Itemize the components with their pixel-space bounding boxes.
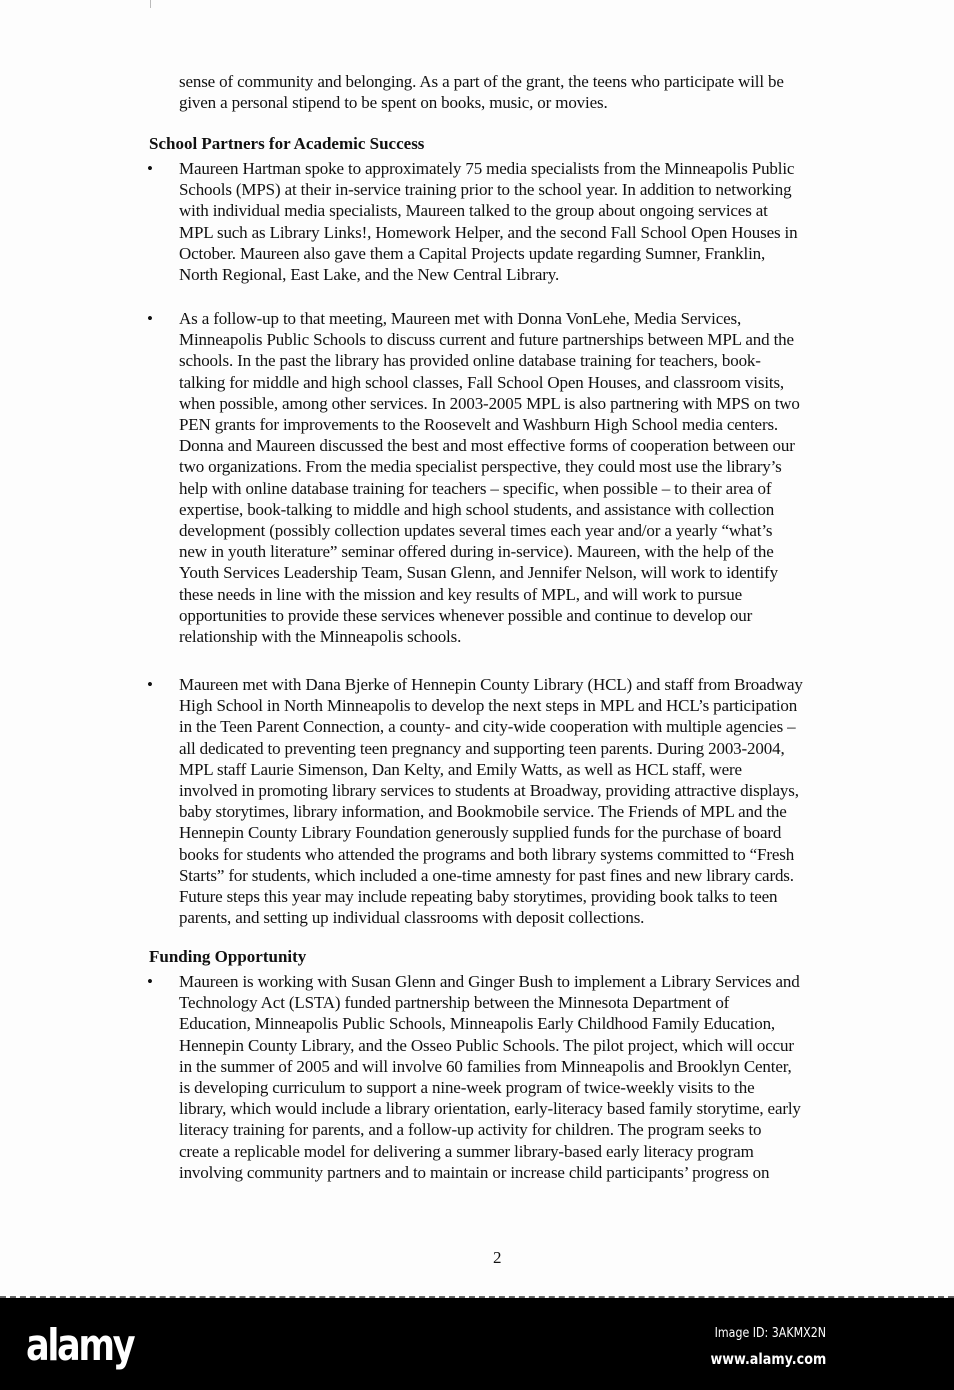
- bullet-line: is developing curriculum to support a nine-week program of twice-weekly visits to the: [179, 1078, 755, 1097]
- bullet-line: Hennepin County Library, and the Osseo Public Schools. The pilot project, which will occur: [179, 1035, 794, 1055]
- bullet-line: when possible, among other services. In 2003-2005 MPL is also partnering with MPS on two: [179, 393, 800, 413]
- bullet-line: parents, and setting up individual classrooms with deposit collections.: [179, 908, 645, 928]
- bullet-icon: •: [147, 309, 153, 328]
- bullet-line: Youth Services Leadership Team, Susan Glenn, and Jennifer Nelson, will work to identify: [179, 563, 778, 583]
- section-heading: School Partners for Academic Success: [149, 134, 425, 153]
- bullet-line: library, which would include a library orientation, early-literacy based family storytime, early: [179, 1099, 801, 1119]
- paragraph-line: given a personal stipend to be spent on books, music, or movies.: [179, 93, 608, 113]
- bullet-line: talking for middle and high school classes, Fall School Open Houses, and classroom visits,: [179, 372, 785, 392]
- bullet-line: in the Teen Parent Connection, a county- and city-wide cooperation with multiple agencies –: [179, 717, 796, 737]
- bullet-line: Minneapolis Public Schools to discuss current and future partnerships between MPL and the: [179, 330, 794, 350]
- bullet-line: with individual media specialists, Maureen talked to the group about ongoing services at: [179, 201, 768, 221]
- bullet-line: in the summer of 2005 and will involve 60 families from Minneapolis and Brooklyn Center,: [179, 1056, 792, 1076]
- bullet-line: new in youth literature” seminar offered during in-service). Maureen, with the help of the: [179, 542, 774, 562]
- bullet-icon: •: [147, 972, 153, 991]
- bullet-line: Maureen Hartman spoke to approximately 75 media specialists from the Minneapolis Public: [179, 159, 795, 178]
- bullet-line: Schools (MPS) at their in-service training prior to the school year. In addition to networking: [179, 180, 792, 200]
- bullet-line: help with online database training for teachers – specific, when possible – to their area of: [179, 478, 772, 498]
- bullet-icon: •: [147, 675, 153, 694]
- bullet-line: PEN grants for improvements to the Roosevelt and Washburn High School media centers.: [179, 415, 779, 434]
- watermark-bar: [0, 1298, 954, 1390]
- bullet-line: literacy training for parents, and a follow-up activity for children. The program seeks to: [179, 1120, 762, 1140]
- bullet-line: October. Maureen also gave them a Capital Projects update regarding Sumner, Franklin,: [179, 243, 766, 263]
- bullet-line: Education, Minneapolis Public Schools, Minneapolis Early Childhood Family Education,: [179, 1014, 776, 1034]
- bullet-line: Maureen met with Dana Bjerke of Hennepin County Library (HCL) and staff from Broadway: [179, 675, 803, 694]
- bullet-line: Starts” for students, which included a one-time amnesty for past fines and new library cards.: [179, 865, 794, 885]
- bullet-line: Donna and Maureen discussed the best and most effective forms of cooperation between our: [179, 436, 795, 456]
- bullet-line: create a replicable model for delivering a summer library-based early literacy program: [179, 1141, 754, 1161]
- alamy-logo: alamy: [26, 1320, 134, 1371]
- bullet-line: development (possibly collection updates several times each year and/or a yearly “what’s: [179, 521, 773, 540]
- bullet-line: Maureen is working with Susan Glenn and Ginger Bush to implement a Library Services and: [179, 972, 800, 991]
- page-number: 2: [493, 1248, 502, 1267]
- bullet-line: Hennepin County Library Foundation generously supplied funds for the purchase of board: [179, 823, 782, 843]
- bullet-icon: •: [147, 159, 153, 178]
- image-id: Image ID: 3AKMX2N: [714, 1326, 826, 1341]
- scan-mark: [150, 0, 151, 8]
- bullet-line: expertise, book-talking to middle and high school students, and assistance with collection: [179, 499, 775, 519]
- bullet-line: these needs in line with the mission and key results of MPL, and will work to pursue: [179, 584, 742, 604]
- bullet-line: MPL staff Laurie Simenson, Dan Kelty, and Emily Watts, as well as HCL staff, were: [179, 759, 742, 779]
- bullet-line: As a follow-up to that meeting, Maureen met with Donna VonLehe, Media Services,: [179, 309, 742, 328]
- bullet-line: Technology Act (LSTA) funded partnership between the Minnesota Department of: [179, 993, 730, 1013]
- bullet-line: opportunities to provide these services whenever possible and continue to develop our: [179, 605, 753, 625]
- bullet-line: involving community partners and to maintain or increase child participants’ progress on: [179, 1162, 770, 1182]
- bullet-line: relationship with the Minneapolis schools.: [179, 627, 462, 646]
- bullet-line: books for students who attended the programs and both library systems committed to “Fresh: [179, 844, 795, 864]
- bullet-line: all dedicated to preventing teen pregnancy and supporting teen parents. During 2003-2004,: [179, 738, 785, 758]
- bullet-line: two organizations. From the media specialist perspective, they could most use the library’s: [179, 457, 782, 477]
- bullet-line: schools. In the past the library has provided online database training for teachers, book-: [179, 351, 761, 371]
- bullet-line: North Regional, East Lake, and the New Central Library.: [179, 265, 560, 284]
- bullet-line: Future steps this year may include repeating baby storytimes, providing book talks to teen: [179, 887, 778, 906]
- paragraph-line: sense of community and belonging. As a part of the grant, the teens who participate will be: [179, 72, 784, 91]
- bullet-line: High School in North Minneapolis to develop the next steps in MPL and HCL’s participation: [179, 696, 798, 716]
- bullet-line: baby storytimes, library information, and Bookmobile service. The Friends of MPL and the: [179, 802, 787, 822]
- bullet-line: MPL such as Library Links!, Homework Helper, and the second Fall School Open Houses in: [179, 222, 798, 242]
- bullet-line: involved in promoting library services to students at Broadway, providing attractive displays,: [179, 781, 799, 800]
- site-url: www.alamy.com: [710, 1350, 826, 1368]
- section-heading: Funding Opportunity: [149, 947, 307, 966]
